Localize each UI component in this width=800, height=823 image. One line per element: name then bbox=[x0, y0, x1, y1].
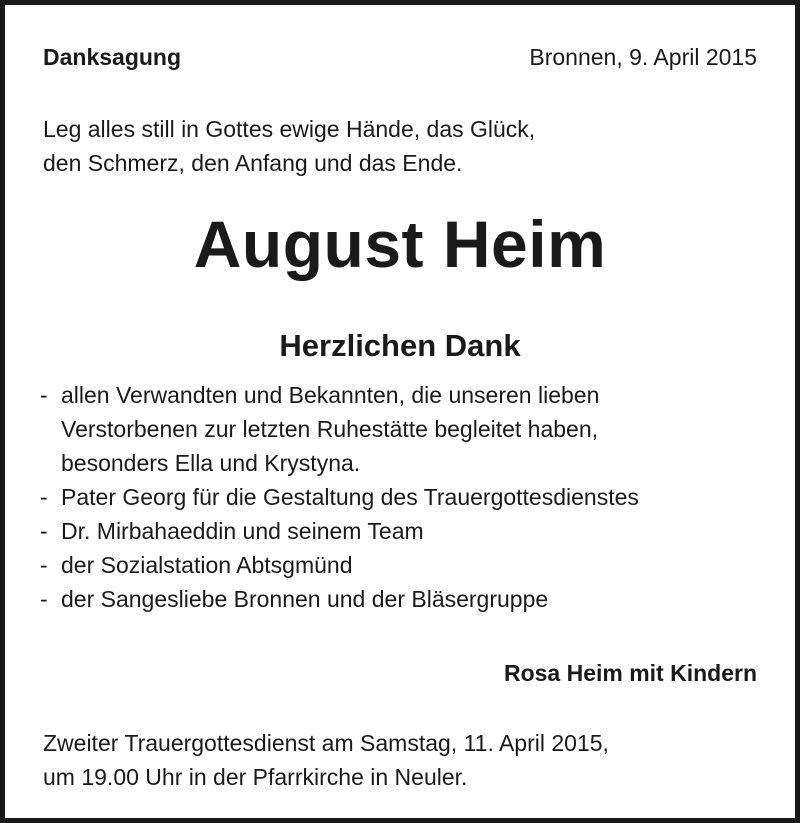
service-notice-line: um 19.00 Uhr in der Pfarrkirche in Neuler. bbox=[43, 764, 468, 790]
list-item bbox=[40, 378, 639, 480]
list-item-line: allen Verwandten und Bekannten, die unseren lieben bbox=[61, 382, 600, 408]
list-item-line: der Sangesliebe Bronnen und der Bläsergruppe bbox=[61, 586, 549, 612]
thanks-heading: Herzlichen Dank bbox=[279, 328, 521, 363]
list-dash: - bbox=[40, 586, 48, 612]
list-dash: - bbox=[40, 518, 48, 544]
list-item-line: Pater Georg für die Gestaltung des Trauergottesdienstes bbox=[61, 484, 639, 510]
list-dash: - bbox=[40, 552, 48, 578]
service-notice bbox=[43, 726, 609, 794]
place-and-date: Bronnen, 9. April 2015 bbox=[529, 44, 757, 70]
verse-line: den Schmerz, den Anfang und das Ende. bbox=[43, 150, 463, 176]
notice-heading: Danksagung bbox=[43, 44, 182, 70]
list-item-line: besonders Ella und Krystyna. bbox=[61, 450, 361, 476]
list-item-line: der Sozialstation Abtsgmünd bbox=[61, 552, 353, 578]
list-item bbox=[40, 582, 639, 616]
thanks-list bbox=[40, 378, 639, 616]
verse-line: Leg alles still in Gottes ewige Hände, das Glück, bbox=[43, 116, 536, 142]
list-dash: - bbox=[40, 484, 48, 510]
list-dash: - bbox=[40, 382, 48, 408]
list-item bbox=[40, 480, 639, 514]
verse bbox=[43, 112, 535, 180]
signature: Rosa Heim mit Kindern bbox=[503, 660, 757, 686]
list-item bbox=[40, 514, 639, 548]
list-item-line: Dr. Mirbahaeddin und seinem Team bbox=[61, 518, 424, 544]
deceased-name: August Heim bbox=[193, 207, 607, 281]
service-notice-line: Zweiter Trauergottesdienst am Samstag, 11. April 2015, bbox=[43, 730, 609, 756]
list-item bbox=[40, 548, 639, 582]
list-item-line: Verstorbenen zur letzten Ruhestätte begleitet haben, bbox=[61, 416, 599, 442]
notice-header bbox=[43, 40, 757, 74]
